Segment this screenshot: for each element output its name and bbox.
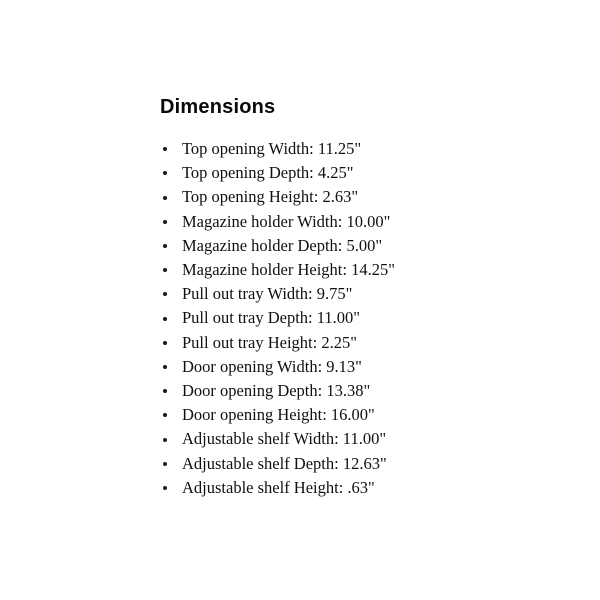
list-item [160, 282, 560, 306]
list-item [160, 234, 560, 258]
bullet-icon [163, 365, 167, 369]
list-item [160, 427, 560, 451]
list-item-label: Adjustable shelf Height: .63" [182, 477, 375, 497]
list-item-label: Top opening Height: 2.63" [182, 187, 359, 207]
list-item-label: Adjustable shelf Width: 11.00" [182, 429, 387, 449]
list-item-label: Door opening Height: 16.00" [182, 405, 375, 425]
list-item [160, 476, 560, 500]
dimensions-list [160, 137, 560, 500]
list-item [160, 185, 560, 209]
bullet-icon [163, 171, 167, 175]
bullet-icon [163, 196, 167, 200]
list-item-label: Top opening Width: 11.25" [182, 139, 362, 158]
bullet-icon [163, 268, 167, 272]
list-item [160, 306, 560, 330]
list-item-label: Door opening Depth: 13.38" [182, 381, 371, 401]
list-item-label: Magazine holder Width: 10.00" [182, 211, 391, 231]
bullet-icon [163, 244, 167, 248]
list-item [160, 452, 560, 476]
list-item [160, 137, 560, 161]
list-item [160, 403, 560, 427]
list-item [160, 258, 560, 282]
list-item-label: Door opening Width: 9.13" [182, 356, 362, 376]
page-title: Dimensions [160, 96, 276, 118]
list-item [160, 331, 560, 355]
list-item-label: Pull out tray Height: 2.25" [182, 332, 357, 352]
bullet-icon [163, 413, 167, 417]
list-item-label: Magazine holder Height: 14.25" [182, 260, 395, 280]
list-item [160, 379, 560, 403]
bullet-icon [163, 341, 167, 345]
list-item-label: Pull out tray Depth: 11.00" [182, 308, 360, 328]
list-item [160, 210, 560, 234]
bullet-icon [163, 317, 167, 321]
list-item-label: Adjustable shelf Depth: 12.63" [182, 453, 387, 473]
bullet-icon [163, 292, 167, 296]
list-item-label: Pull out tray Width: 9.75" [182, 284, 353, 304]
list-item [160, 161, 560, 185]
bullet-icon [163, 147, 167, 151]
list-item-label: Top opening Depth: 4.25" [182, 163, 354, 183]
list-item-label: Magazine holder Depth: 5.00" [182, 235, 383, 255]
dimensions-section [160, 96, 560, 500]
bullet-icon [163, 486, 167, 490]
bullet-icon [163, 389, 167, 393]
list-item [160, 355, 560, 379]
bullet-icon [163, 438, 167, 442]
bullet-icon [163, 462, 167, 466]
bullet-icon [163, 220, 167, 224]
